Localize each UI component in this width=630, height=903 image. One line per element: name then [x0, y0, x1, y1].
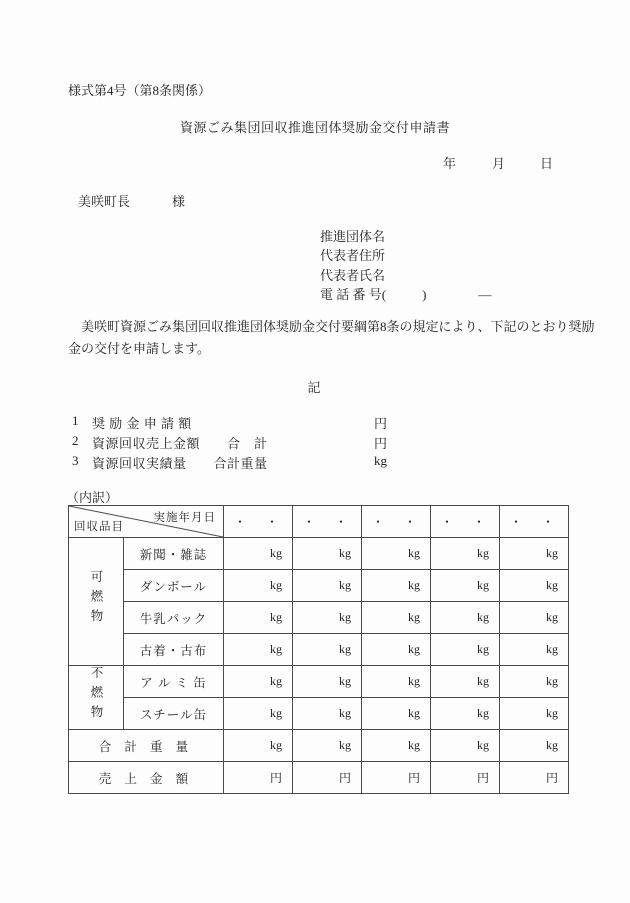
weight-value-cell: kg	[362, 698, 431, 730]
weight-value-cell: kg	[431, 666, 500, 698]
summary-item-unit: 円	[374, 416, 388, 431]
summary-value-cell: 円	[431, 762, 500, 794]
addressee-honorific: 様	[172, 194, 186, 209]
category-label: 不燃物	[89, 666, 103, 725]
table-row	[69, 666, 569, 698]
corner-label-date: 実施年月日	[153, 512, 216, 524]
weight-value-cell: kg	[362, 666, 431, 698]
summary-item-label: 奨 励 金 申 請 額	[92, 416, 192, 431]
summary-item-1	[68, 413, 488, 433]
summary-label-cell: 売 上 金 額	[69, 762, 224, 794]
summary-item-3	[68, 453, 488, 473]
weight-value-cell: kg	[500, 698, 569, 730]
applicant-representative-label: 代表者氏名	[320, 267, 386, 283]
phone-paren-close: )	[422, 286, 427, 302]
applicant-address-label: 代表者住所	[320, 248, 386, 264]
weight-value-cell: kg	[362, 634, 431, 666]
item-label-cell: 新聞・雑誌	[124, 538, 224, 570]
weight-value-cell: kg	[362, 538, 431, 570]
date-month-label: 月	[492, 156, 506, 171]
weight-value-cell: kg	[431, 634, 500, 666]
table-row	[69, 634, 569, 666]
weight-value-cell: kg	[431, 538, 500, 570]
record-heading: 記	[307, 380, 323, 395]
weight-value-cell: kg	[293, 698, 362, 730]
breakdown-table	[68, 505, 569, 794]
weight-value-cell: kg	[224, 634, 293, 666]
item-label-cell: ア ル ミ 缶	[124, 666, 224, 698]
category-cell	[69, 538, 124, 666]
date-line	[443, 153, 553, 172]
summary-value-cell: kg	[224, 730, 293, 762]
item-label-cell: スチール缶	[124, 698, 224, 730]
item-label-cell: ダンボール	[124, 570, 224, 602]
page-title: 資源ごみ集団回収推進団体奨励金交付申請書	[179, 120, 450, 135]
weight-value-cell: kg	[362, 570, 431, 602]
phone-dash: ―	[478, 286, 492, 302]
table-header-row	[69, 506, 569, 538]
phone-label: 電 話 番 号(	[320, 286, 387, 302]
weight-value-cell: kg	[362, 602, 431, 634]
summary-value-cell: kg	[431, 730, 500, 762]
item-label-cell: 牛乳パック	[124, 602, 224, 634]
item-label-cell: 古着・古布	[124, 634, 224, 666]
category-cell	[69, 666, 124, 730]
weight-value-cell: kg	[293, 602, 362, 634]
addressee-name: 美咲町長	[78, 194, 131, 209]
date-year-label: 年	[443, 156, 457, 171]
addressee-line	[78, 191, 185, 210]
date-header-cell: ・ ・	[224, 506, 293, 538]
weight-value-cell: kg	[431, 602, 500, 634]
weight-value-cell: kg	[293, 570, 362, 602]
applicant-org-label: 推進団体名	[320, 229, 386, 244]
table-row	[69, 570, 569, 602]
body-paragraph	[68, 316, 595, 360]
weight-value-cell: kg	[431, 570, 500, 602]
summary-value-cell: 円	[500, 762, 569, 794]
table-row	[69, 698, 569, 730]
summary-item-number: 2	[72, 432, 79, 448]
date-day-label: 日	[540, 156, 554, 171]
date-header-cell: ・ ・	[431, 506, 500, 538]
form-number: 様式第4号（第8条関係）	[68, 83, 212, 98]
weight-value-cell: kg	[293, 538, 362, 570]
applicant-phone-line	[320, 285, 491, 304]
summary-value-cell: 円	[293, 762, 362, 794]
weight-value-cell: kg	[500, 634, 569, 666]
date-header-cell: ・ ・	[293, 506, 362, 538]
weight-value-cell: kg	[293, 634, 362, 666]
weight-value-cell: kg	[224, 666, 293, 698]
summary-item-number: 1	[72, 413, 79, 428]
body-paragraph-line1: 美咲町資源ごみ集団回収推進団体奨励金交付要綱第8条の規定により、下記のとおり奨励	[68, 319, 595, 334]
summary-item-unit: kg	[374, 452, 387, 468]
weight-value-cell: kg	[500, 570, 569, 602]
date-header-cell: ・ ・	[500, 506, 569, 538]
table-row	[69, 602, 569, 634]
date-header-cell: ・ ・	[362, 506, 431, 538]
body-paragraph-line2: 金の交付を申請します。	[68, 341, 210, 356]
category-label: 可燃物	[89, 570, 103, 629]
corner-label-item: 回収品目	[74, 521, 124, 533]
summary-value-cell: 円	[224, 762, 293, 794]
table-summary-row	[69, 730, 569, 762]
summary-label-cell: 合 計 重 量	[69, 730, 224, 762]
table-corner-cell	[69, 506, 224, 538]
summary-value-cell: kg	[500, 730, 569, 762]
weight-value-cell: kg	[293, 666, 362, 698]
summary-value-cell: kg	[293, 730, 362, 762]
weight-value-cell: kg	[224, 602, 293, 634]
summary-item-label: 資源回収売上金額 合 計	[92, 435, 268, 451]
weight-value-cell: kg	[224, 538, 293, 570]
weight-value-cell: kg	[500, 602, 569, 634]
summary-item-2	[68, 433, 488, 453]
breakdown-section-label: （内訳）	[66, 490, 119, 505]
summary-list	[68, 413, 488, 472]
summary-value-cell: kg	[362, 730, 431, 762]
weight-value-cell: kg	[431, 698, 500, 730]
table-row	[69, 538, 569, 570]
applicant-block	[320, 227, 491, 304]
summary-item-label: 資源回収実績量 合計重量	[92, 455, 268, 471]
summary-value-cell: 円	[362, 762, 431, 794]
weight-value-cell: kg	[500, 666, 569, 698]
summary-item-number: 3	[72, 452, 79, 468]
summary-item-unit: 円	[374, 435, 388, 451]
weight-value-cell: kg	[224, 698, 293, 730]
weight-value-cell: kg	[224, 570, 293, 602]
table-summary-row	[69, 762, 569, 794]
weight-value-cell: kg	[500, 538, 569, 570]
